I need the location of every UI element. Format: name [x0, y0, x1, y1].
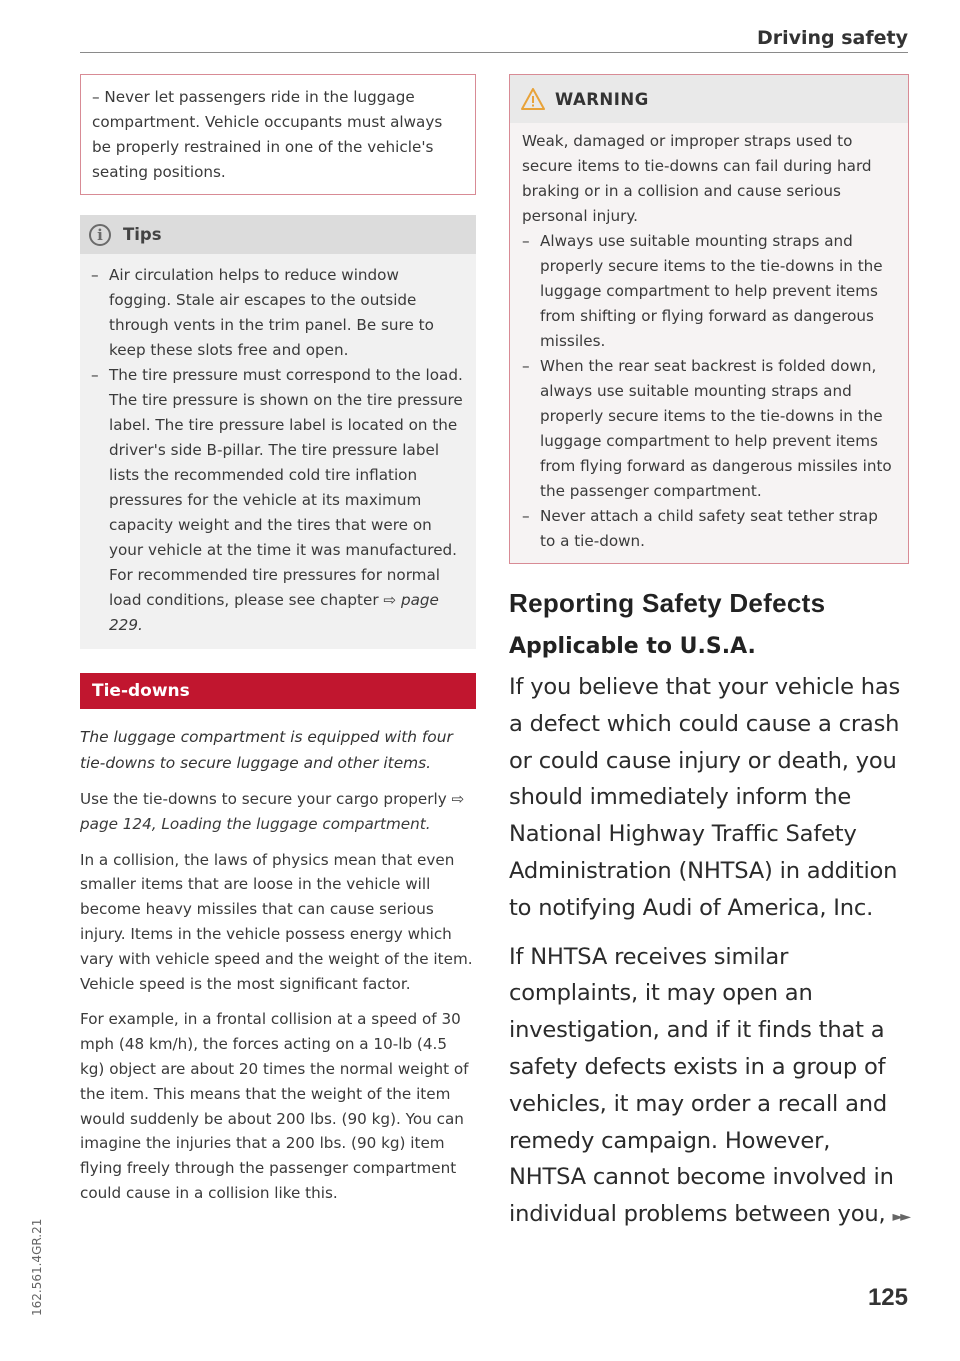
warning-item-text: Never attach a child safety seat tether strap to a tie-down. — [540, 507, 878, 550]
section-title-tie-downs: Tie-downs — [80, 673, 476, 709]
warning-body — [510, 123, 908, 563]
document-code: 162.561.4GR.21 — [30, 1218, 44, 1316]
section-heading: Reporting Safety Defects — [509, 588, 826, 618]
warning-item: – Always use suitable mounting straps and properly secure items to the tie-downs in the luggage compartment to help prevent items from shifting or flying forward as dangerous missiles. — [522, 232, 883, 350]
warning-box — [509, 74, 909, 564]
warning-triangle-icon — [521, 88, 545, 110]
header-divider — [80, 52, 908, 53]
left-column — [80, 74, 476, 1206]
info-icon: i — [89, 224, 111, 246]
page-reference-link[interactable]: ⇨ page 124, Loading the luggage compartment. — [80, 790, 465, 833]
paragraph: Use the tie-downs to secure your cargo properly ⇨ page 124, Loading the luggage compartment. — [80, 790, 465, 833]
right-column — [509, 74, 909, 1236]
warning-item: – Never attach a child safety seat tether strap to a tie-down. — [522, 507, 878, 550]
page-number: 125 — [867, 1284, 908, 1311]
warning-item-text: Always use suitable mounting straps and properly secure items to the tie-downs in the luggage compartment to help prevent items from shifting or flying forward as dangerous missiles. — [540, 232, 883, 350]
tips-item: – Air circulation helps to reduce window fogging. Stale air escapes to the outside through vents in the trim panel. Be sure to keep these slots free and open. — [91, 266, 434, 359]
continue-arrow-icon: ►► — [892, 1209, 908, 1226]
paragraph-large: If you believe that your vehicle has a defect which could cause a crash or could cause injury or death, you should immediately inform the National Highway Traffic Safety Administration (NHTSA) in addition to notifying Audi of America, Inc. — [509, 674, 901, 921]
tips-item-text: Air circulation helps to reduce window fogging. Stale air escapes to the outside through vents in the trim panel. Be sure to keep these slots free and open. — [109, 266, 434, 359]
warning-label: WARNING — [555, 89, 649, 109]
warning-continuation-box — [80, 74, 476, 195]
warning-item-text: – Never let passengers ride in the luggage compartment. Vehicle occupants must always be properly restrained in one of the vehicle's seating positions. — [92, 88, 443, 181]
warning-header — [510, 75, 908, 123]
tips-body — [80, 254, 476, 649]
warning-item — [92, 85, 463, 185]
warning-intro: Weak, damaged or improper straps used to secure items to tie-downs can fail during hard braking or in a collision and cause serious personal injury. — [522, 132, 872, 225]
page-reference-link[interactable]: ⇨ page 229. — [109, 591, 439, 634]
tips-label: Tips — [123, 225, 162, 244]
tips-item: – The tire pressure must correspond to the load. The tire pressure is shown on the tire pressure label. The tire pressure label is located on the driver's side B-pillar. The tire pressure label lists the recommended cold tire inflation pressures for the vehicle at its maximum capacity weight and the tires that were on your vehicle at the time it was manufactured. For recommended tire pressures for normal load conditions, please see chapter ⇨ page 229. — [91, 366, 463, 634]
tips-item-text: The tire pressure must correspond to the load. The tire pressure is shown on the tire pressure label. The tire pressure label is located on the driver's side B-pillar. The tire pressure label lists the recommended cold tire inflation pressures for the vehicle at its maximum capacity weight and the tires that were on your vehicle at the time it was manufactured. For recommended tire pressures for normal load conditions, please see chapter — [109, 366, 463, 609]
paragraph: In a collision, the laws of physics mean that even smaller items that are loose in the vehicle will become heavy missiles that can cause serious injury. Items in the vehicle possess energy which vary with vehicle speed and the weight of the item. Vehicle speed is the most significant factor. — [80, 850, 473, 993]
page-header-title: Driving safety — [756, 27, 908, 49]
warning-item: – When the rear seat backrest is folded down, always use suitable mounting straps and properly secure items to the tie-downs in the luggage compartment to help prevent items from flying forward as dangerous missiles into the passenger compartment. — [522, 357, 892, 500]
paragraph-large: If NHTSA receives similar complaints, it may open an investigation, and if it finds that a safety defects exists in a group of vehicles, it may order a recall and remedy campaign. However, NHTSA cannot become involved in individual problems between you, ►► — [509, 943, 908, 1228]
paragraph: For example, in a frontal collision at a speed of 30 mph (48 km/h), the forces acting on a 10-lb (4.5 kg) object are about 20 times the normal weight of the item. This means that the weight of the item would suddenly be about 200 lbs. (90 kg). You can imagine the injuries that a 200 lbs. (90 kg) item flying freely through the passenger compartment could cause in a collision like this. — [80, 1010, 469, 1202]
section-subheading: Applicable to U.S.A. — [509, 634, 756, 659]
warning-item-text: When the rear seat backrest is folded down, always use suitable mounting straps and properly secure items to the tie-downs in the luggage compartment to help prevent items from flying forward as dangerous missiles into the passenger compartment. — [540, 357, 892, 500]
section-intro: The luggage compartment is equipped with four tie-downs to secure luggage and other items. — [80, 728, 453, 772]
tips-header — [80, 215, 476, 254]
